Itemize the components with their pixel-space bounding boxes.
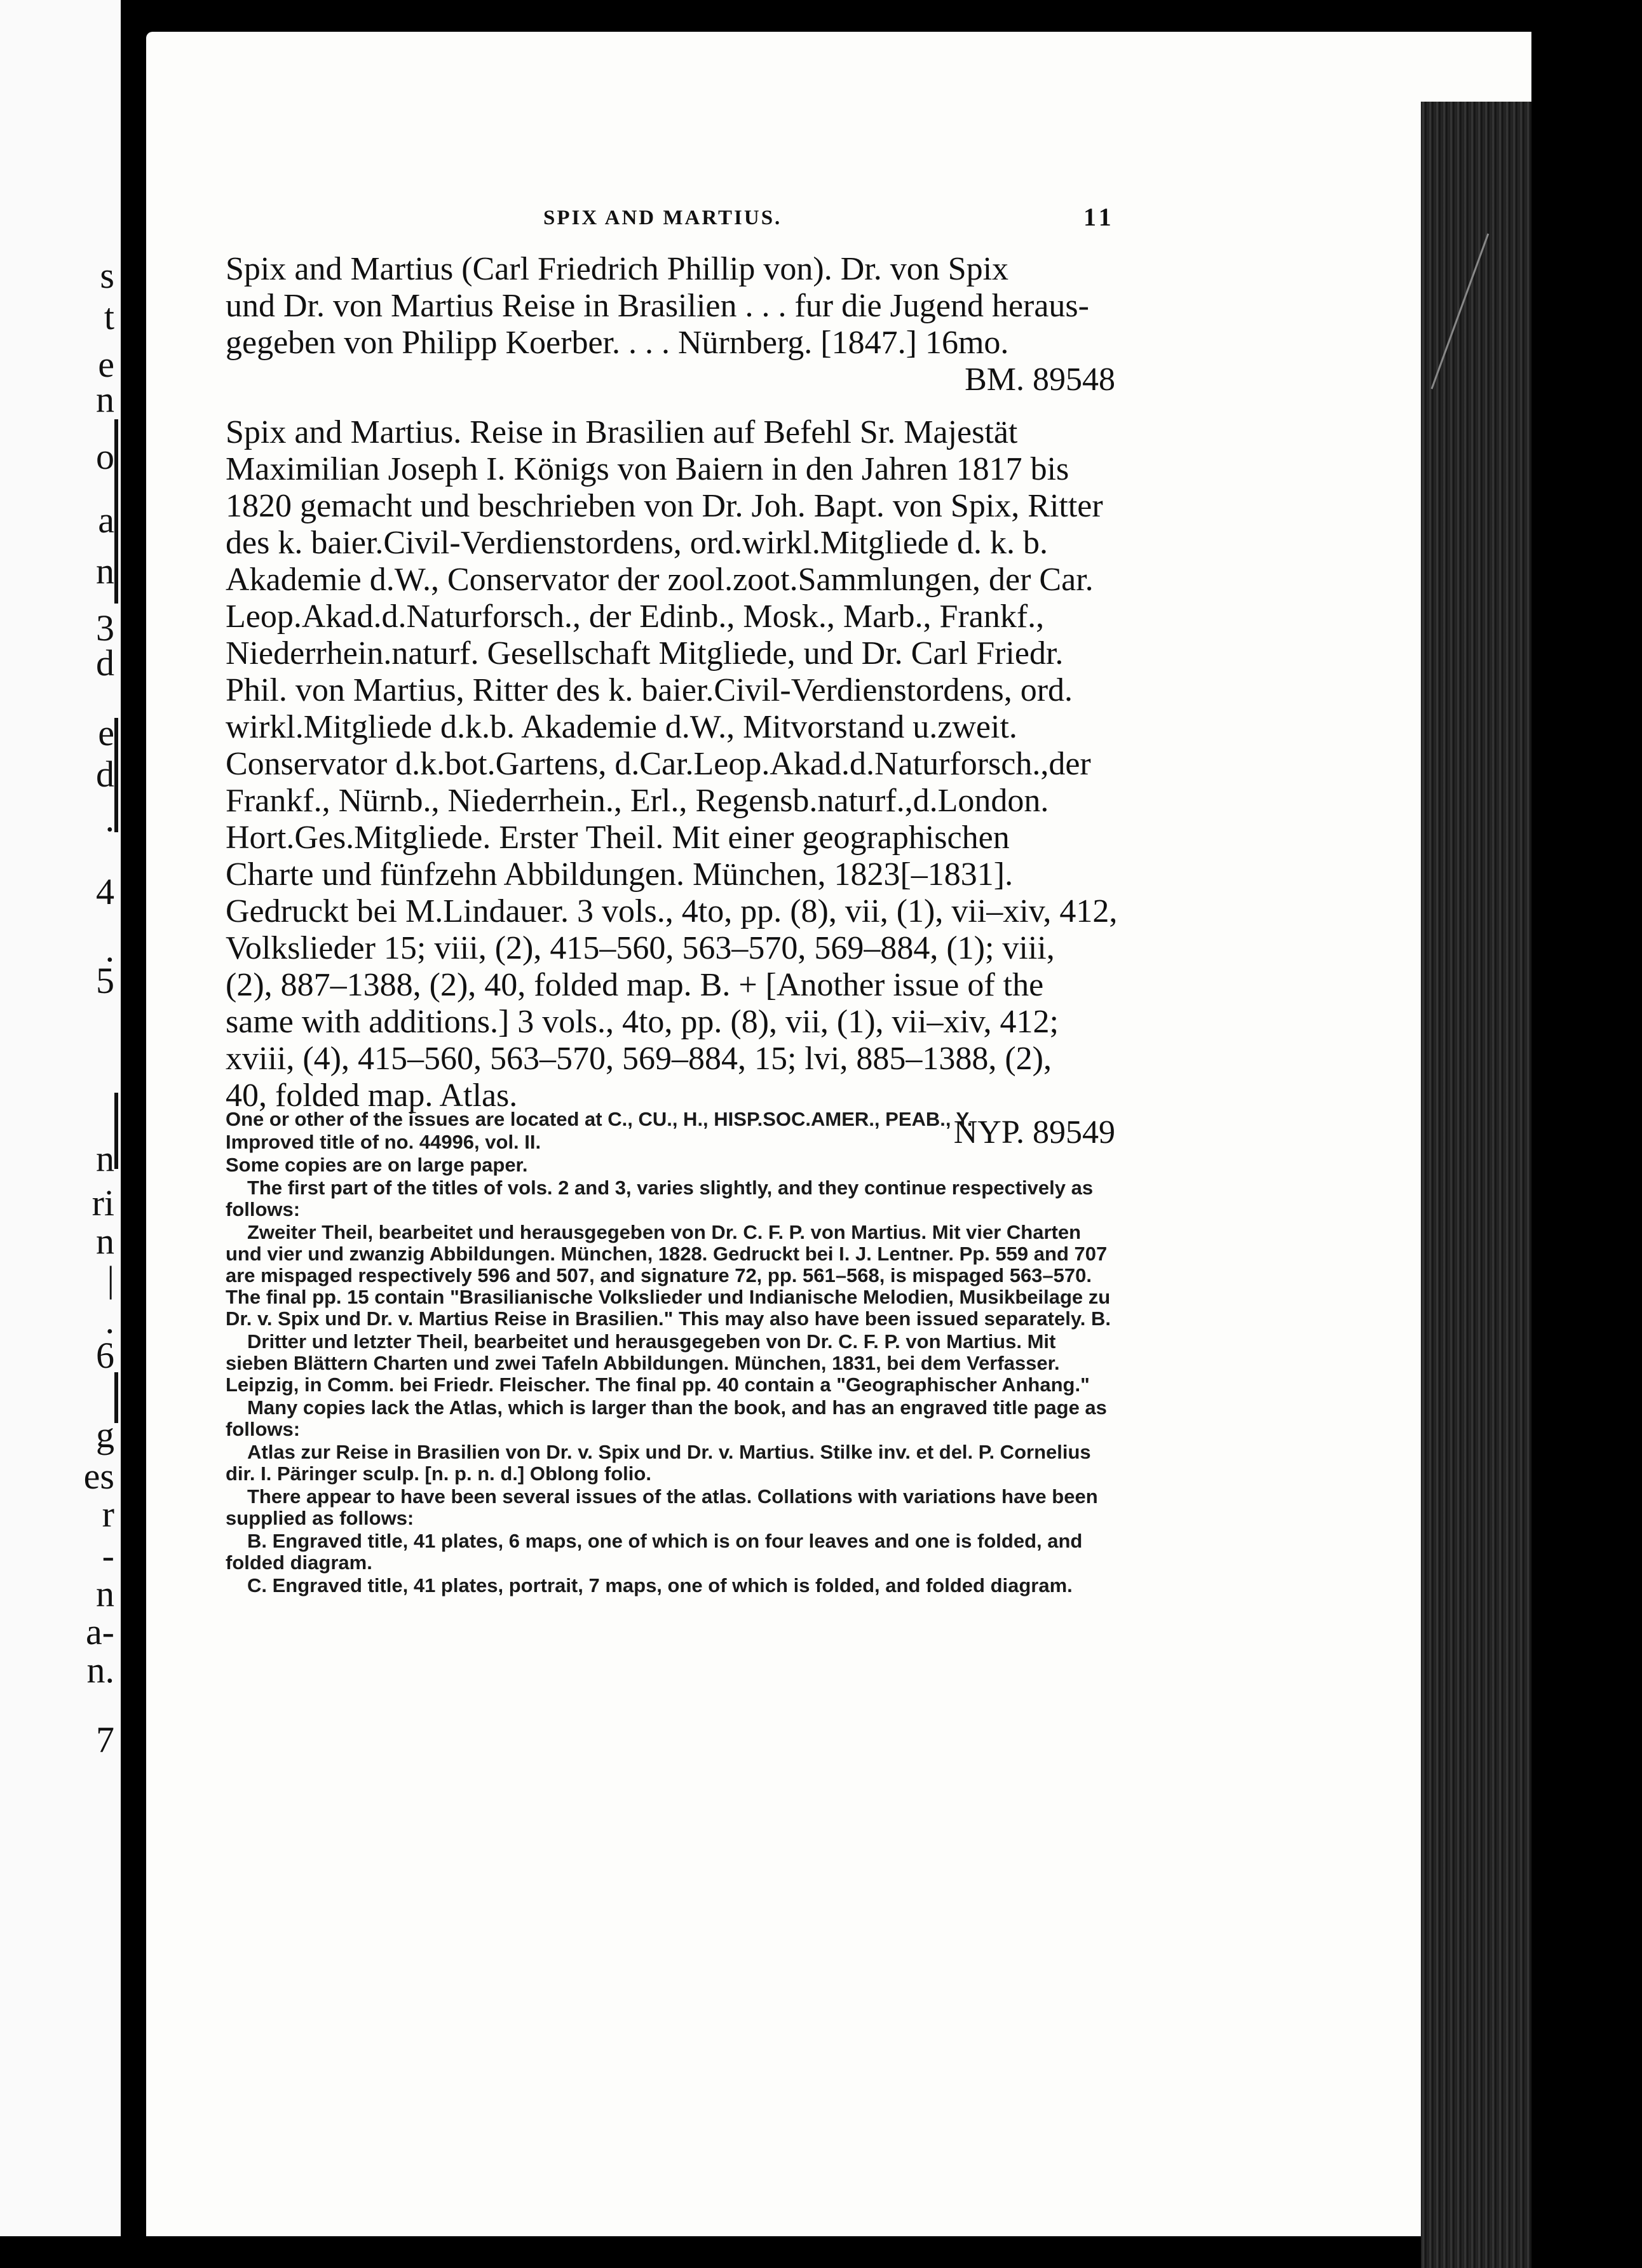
entry-line: Conservator d.k.bot.Gartens, d.Car.Leop.Akad.d.Naturforsch.,der — [226, 746, 1091, 782]
facing-page-fragment: 4 — [96, 871, 114, 912]
entry-line: Spix and Martius. Reise in Brasilien auf Befehl Sr. Majestät — [226, 414, 1018, 450]
book-gutter — [121, 0, 146, 2236]
facing-page-fragment: e — [98, 712, 114, 753]
entry-line: des k. baier.Civil-Verdienstordens, ord.wirkl.Mitgliede d. k. b. — [226, 525, 1048, 561]
facing-page-rule — [114, 1093, 118, 1169]
note-paragraph: C. Engraved title, 41 plates, portrait, 7 maps, one of which is folded, and folded diagram. — [247, 1574, 1073, 1596]
facing-page-fragment: 7 — [96, 1719, 114, 1760]
facing-page-fragment: d — [96, 642, 114, 684]
note-paragraph: Some copies are on large paper. — [226, 1154, 528, 1176]
entry-line: Akademie d.W., Conservator der zool.zoot.Sammlungen, der Car. — [226, 562, 1094, 598]
entry-line: (2), 887–1388, (2), 40, folded map. B. + [Another issue of the — [226, 967, 1044, 1003]
facing-page-fragment: | — [107, 1259, 114, 1300]
entry-line: wirkl.Mitgliede d.k.b. Akademie d.W., Mitvorstand u.zweit. — [226, 709, 1017, 745]
facing-page-fragment: o — [96, 436, 114, 477]
facing-page-rule — [114, 1372, 118, 1423]
note-paragraph: Atlas zur Reise in Brasilien von Dr. v. Spix und Dr. v. Martius. Stilke inv. et del. P. Cornelius dir. I. Päringer sculp. [n. p. n. d.] Oblong folio. — [226, 1441, 1091, 1485]
note-paragraph: Many copies lack the Atlas, which is larger than the book, and has an engraved title page as follows: — [226, 1396, 1107, 1440]
entry-line: Gedruckt bei M.Lindauer. 3 vols., 4to, pp. (8), vii, (1), vii–xiv, 412, — [226, 893, 1118, 929]
facing-page-rule — [114, 419, 118, 604]
entry-line: same with additions.] 3 vols., 4to, pp. (8), vii, (1), vii–xiv, 412; — [226, 1004, 1059, 1040]
facing-page-fragment: n — [96, 379, 114, 420]
library-reference: BM. 89548 — [965, 361, 1115, 398]
page-fore-edge — [1421, 102, 1531, 2268]
note-paragraph: There appear to have been several issues of the atlas. Collations with variations have been supplied as follows: — [226, 1485, 1098, 1529]
note-paragraph: One or other of the issues are located at C., CU., H., HISP.SOC.AMER., PEAB., Y. — [226, 1108, 973, 1130]
note-paragraph: The first part of the titles of vols. 2 and 3, varies slightly, and they continue respectively as follows: — [226, 1177, 1094, 1220]
entry-line: Niederrhein.naturf. Gesellschaft Mitgliede, und Dr. Carl Friedr. — [226, 635, 1064, 672]
facing-page-fragment: 6 — [96, 1335, 114, 1376]
entry-notes — [226, 1109, 1115, 1598]
facing-page-fragment: e — [98, 344, 114, 385]
bibliography-entry-89548 — [226, 251, 1115, 398]
facing-page-fragment: n — [96, 1573, 114, 1614]
entry-line: xviii, (4), 415–560, 563–570, 569–884, 15; lvi, 885–1388, (2), — [226, 1041, 1052, 1077]
entry-line: Phil. von Martius, Ritter des k. baier.Civil-Verdienstordens, ord. — [226, 672, 1073, 708]
facing-page-fragment: es — [83, 1455, 114, 1497]
facing-page-fragment: n — [96, 550, 114, 591]
facing-page-fragment: a- — [85, 1611, 114, 1652]
library-reference: NYP. 89549 — [953, 1114, 1115, 1151]
facing-page-fragment: . — [105, 798, 114, 839]
facing-page-fragment: . — [105, 1300, 114, 1341]
entry-line: und Dr. von Martius Reise in Brasilien . . . fur die Jugend heraus- — [226, 288, 1089, 324]
facing-page-fragment: - — [102, 1535, 114, 1576]
facing-page-fragment: n — [96, 1220, 114, 1262]
entry-line: gegeben von Philipp Koerber. . . . Nürnberg. [1847.] 16mo. — [226, 325, 1009, 361]
edge-streak — [1431, 233, 1489, 389]
entry-line: Maximilian Joseph I. Königs von Baiern in den Jahren 1817 bis — [226, 451, 1069, 487]
facing-page-fragment: r — [102, 1494, 114, 1535]
entry-line: Volkslieder 15; viii, (2), 415–560, 563–570, 569–884, (1); viii, — [226, 930, 1055, 966]
facing-page-fragment: g — [96, 1414, 114, 1455]
running-head: SPIX AND MARTIUS. — [543, 206, 782, 229]
entry-line: Frankf., Nürnb., Niederrhein., Erl., Regensb.naturf.,d.London. — [226, 783, 1049, 819]
facing-page-fragment: ri — [92, 1182, 114, 1224]
facing-page-fragment: s — [100, 255, 114, 296]
facing-page-fragment: n — [96, 1138, 114, 1179]
entry-line: 40, folded map. Atlas. — [226, 1077, 518, 1114]
note-paragraph: B. Engraved title, 41 plates, 6 maps, one of which is on four leaves and one is folded, and folded diagram. — [226, 1530, 1083, 1574]
facing-page-fragment: n. — [86, 1649, 114, 1691]
facing-page-fragment: 5 — [96, 960, 114, 1001]
entry-line: Leop.Akad.d.Naturforsch., der Edinb., Mosk., Marb., Frankf., — [226, 598, 1045, 635]
entry-line: 1820 gemacht und beschrieben von Dr. Joh. Bapt. von Spix, Ritter — [226, 488, 1103, 524]
note-paragraph: Zweiter Theil, bearbeitet und herausgegeben von Dr. C. F. P. von Martius. Mit vier Charten und vier und zwanzig Abbildungen. München, 1828. Gedruckt bei I. J. Lentner. Pp. 559 and 707 are mispaged respectively 596 and 507, and signature 72, pp. 561–568, is mispaged 563–570. The final pp. 15 contain "Brasilianische Volkslieder und Indianische Melodien, Musikbeilage zu Dr. v. Spix und Dr. v. Martius Reise in Brasilien." This may also have been issued separately. B. — [226, 1221, 1111, 1330]
page-number: 11 — [1083, 203, 1115, 231]
facing-page-fragment: d — [96, 753, 114, 795]
note-paragraph: Improved title of no. 44996, vol. II. — [226, 1131, 541, 1153]
facing-page-fragment: t — [104, 296, 114, 337]
entry-line: Spix and Martius (Carl Friedrich Phillip von). Dr. von Spix — [226, 251, 1009, 287]
facing-page-fragment: . — [105, 928, 114, 969]
bibliography-entry-89549 — [226, 414, 1118, 1151]
facing-page-edge — [0, 0, 121, 2236]
facing-page-fragment: a — [98, 499, 114, 541]
facing-page-rule — [114, 718, 118, 832]
entry-line: Charte und fünfzehn Abbildungen. München, 1823[–1831]. — [226, 856, 1014, 893]
facing-page-fragment: 3 — [96, 607, 114, 649]
note-paragraph: Dritter und letzter Theil, bearbeitet und herausgegeben von Dr. C. F. P. von Martius. Mit sieben Blättern Charten und zwei Tafeln Abbildungen. München, 1831, bei dem Verfasser. Leipzig, in Comm. bei Friedr. Fleischer. The final pp. 40 contain a "Geographischer Anhang." — [226, 1330, 1090, 1396]
entry-line: Hort.Ges.Mitgliede. Erster Theil. Mit einer geographischen — [226, 820, 1010, 856]
